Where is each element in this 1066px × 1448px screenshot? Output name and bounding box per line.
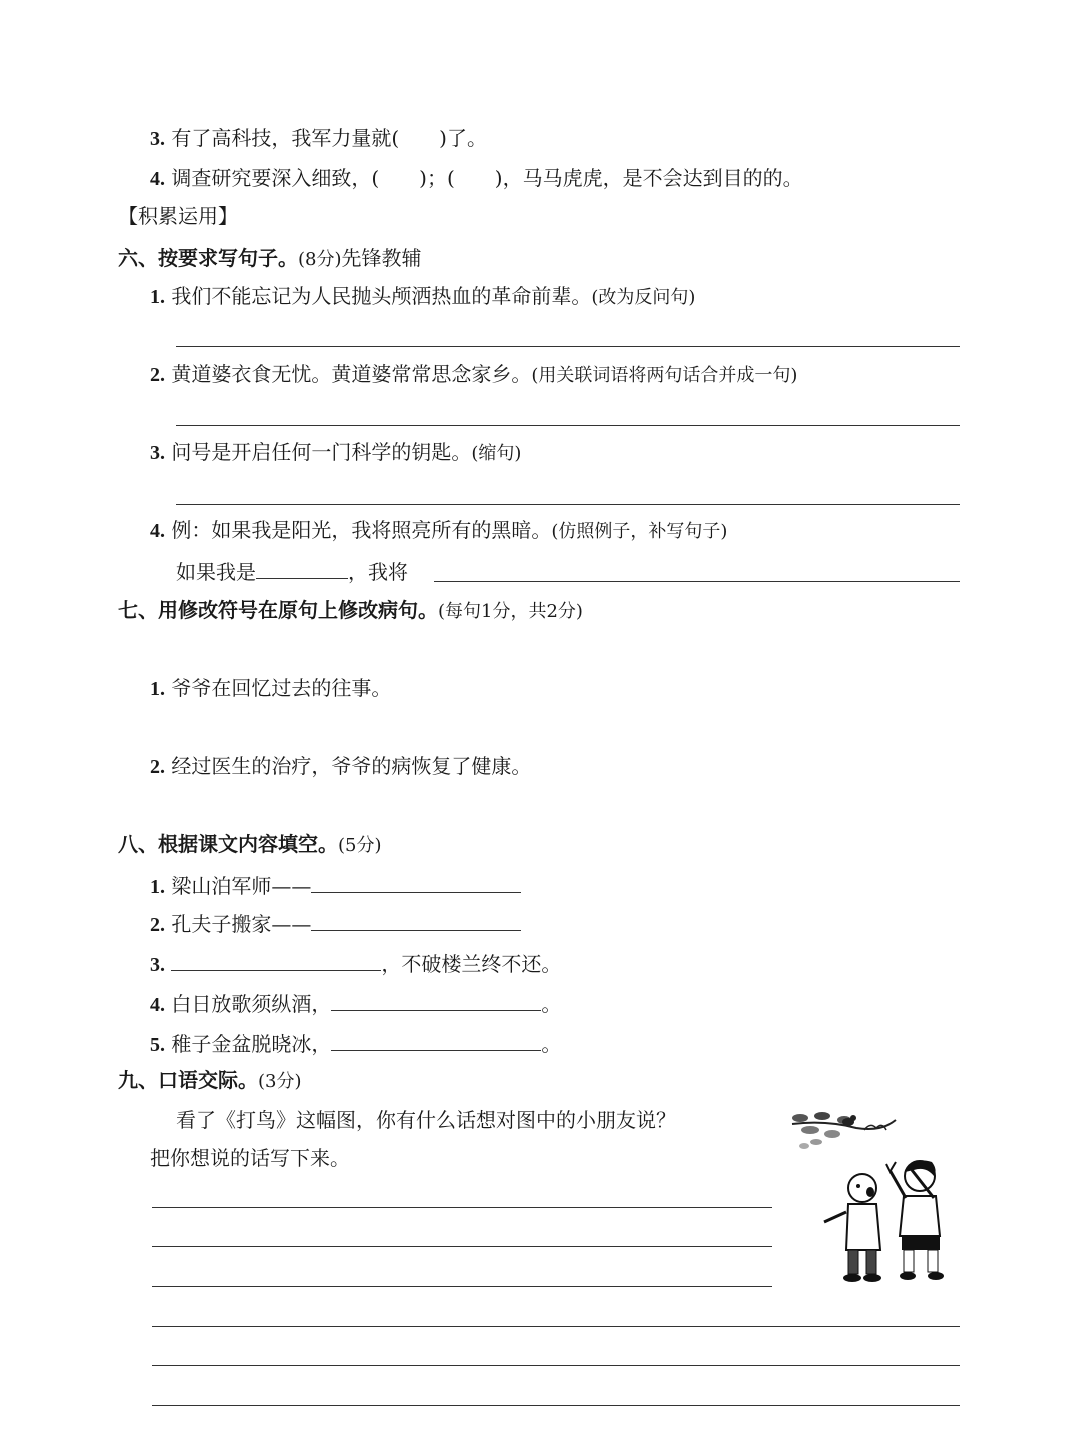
sec6-q4: 4. 例：如果我是阳光，我将照亮所有的黑暗。(仿照例子，补写句子) bbox=[150, 518, 728, 542]
sec8-q2: 2. 孔夫子搬家—— bbox=[150, 908, 521, 939]
sec9-heading: 九、口语交际。(3分) bbox=[118, 1068, 302, 1092]
sec8-q4: 4. 白日放歌须纵酒， 。 bbox=[150, 988, 561, 1019]
sec8-q3: 3. ，不破楼兰终不还。 bbox=[150, 948, 561, 979]
sec9-prompt-1: 看了《打鸟》这幅图，你有什么话想对图中的小朋友说？ bbox=[176, 1108, 676, 1132]
sec7-heading: 七、用修改符号在原句上修改病句。(每句1分，共2分) bbox=[118, 598, 583, 622]
writing-line[interactable] bbox=[152, 1365, 960, 1366]
writing-line[interactable] bbox=[152, 1246, 772, 1247]
sec5-q3: 3. 有了高科技，我军力量就( )了。 bbox=[150, 126, 487, 150]
boy-left-icon bbox=[824, 1174, 881, 1282]
fill-blank[interactable] bbox=[256, 556, 348, 579]
answer-line[interactable] bbox=[434, 581, 960, 582]
sec7-q1: 1. 爷爷在回忆过去的往事。 bbox=[150, 676, 392, 700]
boy-right-slingshot-icon bbox=[886, 1160, 944, 1280]
boys-slingshot-illustration bbox=[786, 1100, 966, 1290]
sec6-q4-fill: 如果我是 ，我将 bbox=[176, 556, 408, 586]
sec9-prompt-2: 把你想说的话写下来。 bbox=[150, 1146, 350, 1170]
fill-blank[interactable] bbox=[171, 948, 381, 971]
sec8-q5: 5. 稚子金盆脱晓冰， 。 bbox=[150, 1028, 561, 1059]
sec6-heading: 六、按要求写句子。(8分)先锋教辅 bbox=[118, 246, 422, 270]
writing-line[interactable] bbox=[152, 1207, 772, 1208]
section-tag: 【积累运用】 bbox=[118, 204, 238, 228]
answer-line[interactable] bbox=[176, 425, 960, 426]
sec8-q1: 1. 梁山泊军师—— bbox=[150, 870, 521, 901]
fill-blank[interactable] bbox=[331, 988, 541, 1011]
answer-line[interactable] bbox=[176, 346, 960, 347]
writing-line[interactable] bbox=[152, 1326, 960, 1327]
sec7-q2: 2. 经过医生的治疗，爷爷的病恢复了健康。 bbox=[150, 754, 532, 778]
fill-blank[interactable] bbox=[331, 1028, 541, 1051]
tree-branch-icon bbox=[792, 1112, 896, 1149]
sec6-q1: 1. 我们不能忘记为人民抛头颅洒热血的革命前辈。(改为反问句) bbox=[150, 284, 696, 308]
writing-line[interactable] bbox=[152, 1405, 960, 1406]
fill-blank[interactable] bbox=[311, 908, 521, 931]
sec6-q2: 2. 黄道婆衣食无忧。黄道婆常常思念家乡。(用关联词语将两句话合并成一句) bbox=[150, 362, 798, 386]
sec6-q3: 3. 问号是开启任何一门科学的钥匙。(缩句) bbox=[150, 440, 522, 464]
writing-line[interactable] bbox=[152, 1286, 772, 1287]
fill-blank[interactable] bbox=[311, 870, 521, 893]
sec8-heading: 八、根据课文内容填空。(5分) bbox=[118, 832, 382, 856]
sec5-q4: 4. 调查研究要深入细致，( )；( )，马马虎虎，是不会达到目的的。 bbox=[150, 166, 803, 190]
answer-line[interactable] bbox=[176, 504, 960, 505]
